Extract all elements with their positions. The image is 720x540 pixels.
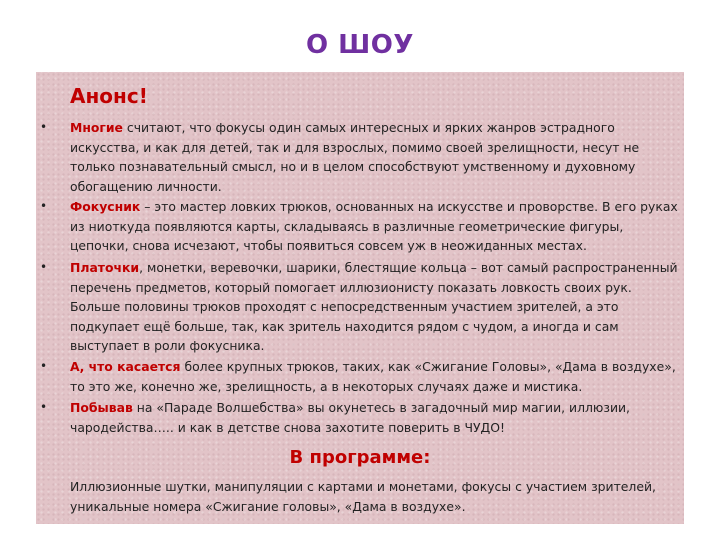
list-item-body: – это мастер ловких трюков, основанных на искусстве и проворстве. В его руках из ниоткуда появляются карты, складываясь в различные геометрические фигуры, цепочки, снова исчезают, чтобы появиться совсем уж в неожиданных местах. — [70, 199, 678, 253]
announcement-list — [0, 118, 720, 439]
program-text: Иллюзионные шутки, манипуляции с картами и монетами, фокусы с участием зрителей, уникальные номера «Сжигание головы», «Дама в воздухе». — [70, 479, 656, 514]
list-item-highlight: Фокусник — [70, 199, 141, 214]
list-item-highlight: Платочки — [70, 260, 140, 275]
page-title: О ШОУ — [306, 30, 414, 60]
bullet-icon: • — [40, 359, 48, 373]
list-item — [0, 357, 720, 398]
list-item — [0, 197, 720, 258]
bullet-icon: • — [40, 199, 48, 213]
list-item-text — [70, 197, 680, 256]
list-item-body: более крупных трюков, таких, как «Сжигание Головы», «Дама в воздухе», то это же, конечно же, зрелищность, а в некоторых случаях даже и мистика. — [70, 359, 676, 394]
list-item-text — [70, 357, 680, 396]
list-item-text — [70, 258, 680, 356]
list-item-highlight: Многие — [70, 120, 123, 135]
bullet-icon: • — [40, 120, 48, 134]
list-item-text — [70, 398, 680, 437]
bullet-icon: • — [40, 260, 48, 274]
list-item-body: считают, что фокусы один самых интересных и ярких жанров эстрадного искусства, и как для детей, так и для взрослых, помимо своей зрелищности, несут не только познавательный смысл, но и в целом способствуют умственному и духовному обогащению личности. — [70, 120, 640, 194]
list-item-highlight: Побывав — [70, 400, 133, 415]
list-item — [0, 398, 720, 439]
list-item-body: на «Параде Волшебства» вы окунетесь в загадочный мир магии, иллюзии, чародейства….. и как в детстве снова захотите поверить в ЧУДО! — [70, 400, 630, 435]
list-item-text — [70, 118, 680, 196]
program-heading: В программе: — [289, 447, 431, 468]
announcement-heading: Анонс! — [70, 84, 148, 108]
bullet-icon: • — [40, 400, 48, 414]
list-item-body: , монетки, веревочки, шарики, блестящие кольца – вот самый распространенный перечень предметов, который помогает иллюзионисту показать ловкость своих рук. Больше половины трюков проходят с непосредственным участием зрителей, а это подкупает ещё больше, так, как зритель находится рядом с чудом, а иногда и сам выступает в роли фокусника. — [70, 260, 678, 353]
list-item — [0, 258, 720, 357]
list-item-highlight: А, что касается — [70, 359, 181, 374]
list-item — [0, 118, 720, 197]
